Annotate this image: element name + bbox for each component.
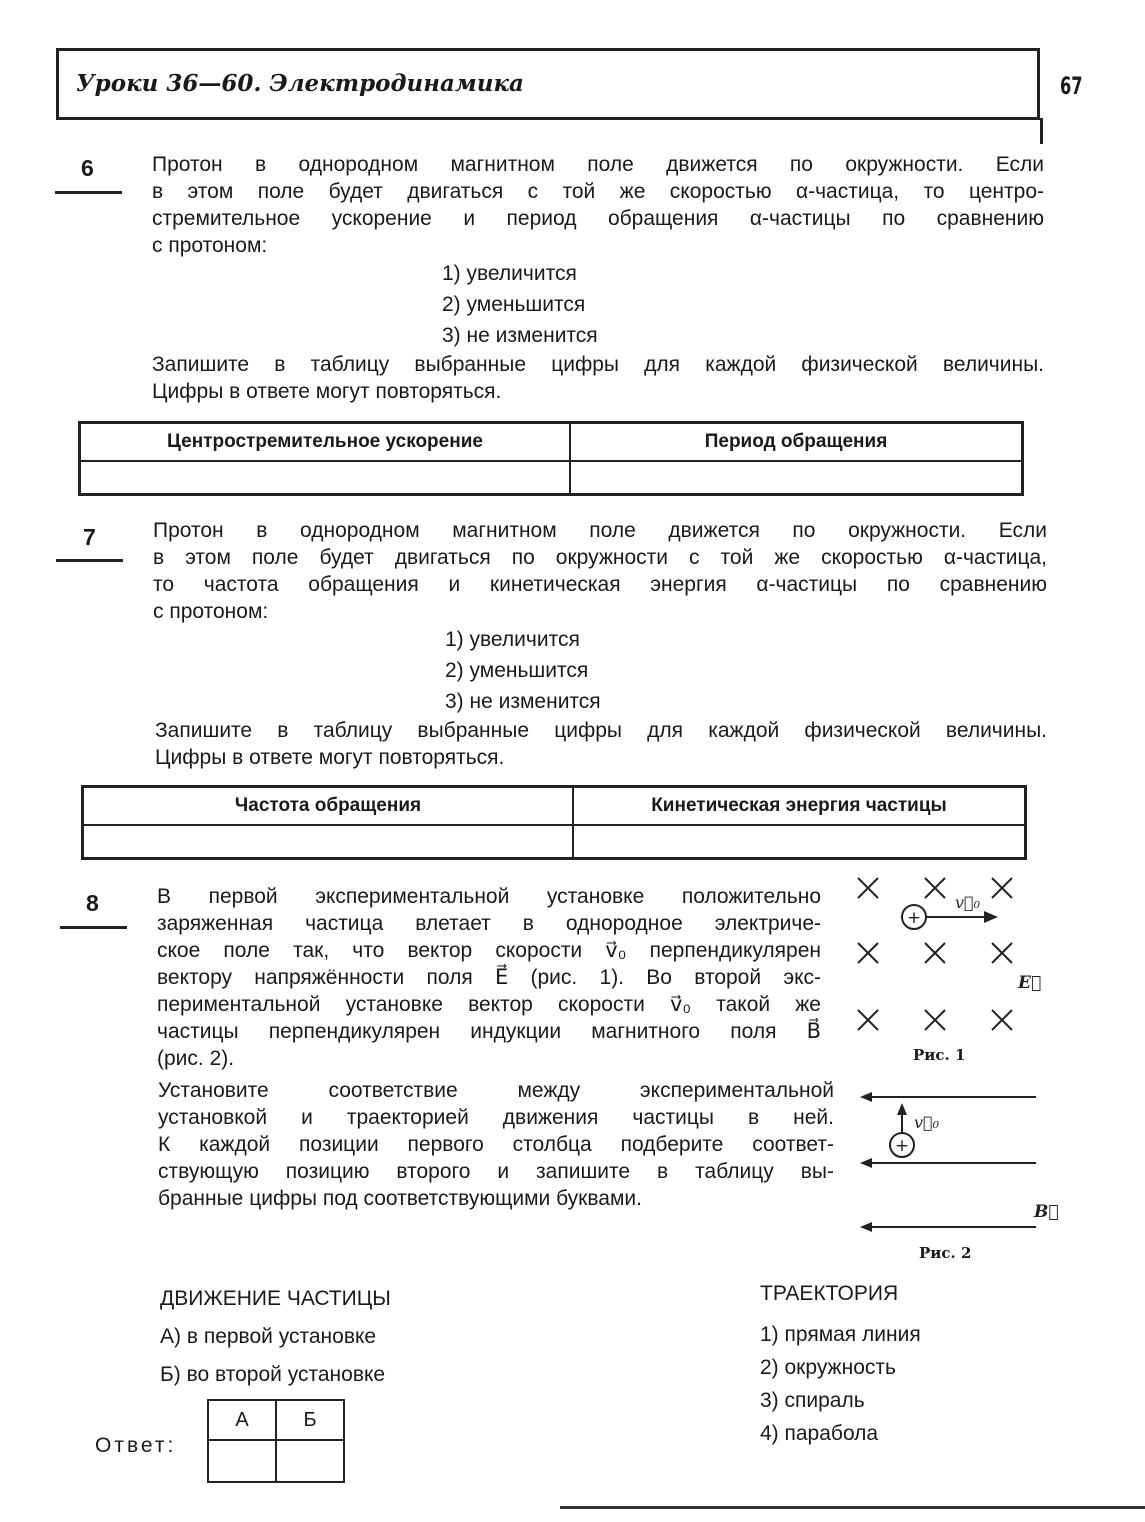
- left-column-title: ДВИЖЕНИЕ ЧАСТИЦЫ: [160, 1287, 391, 1310]
- figure-2: [848, 1085, 1059, 1245]
- question-8-line: К каждой позиции первого столбца подберите соответ-: [158, 1133, 834, 1156]
- question-7-answer-table: [81, 785, 1027, 860]
- field-arrowhead: [860, 1158, 872, 1168]
- instruction-line: Цифры в ответе могут повторяться.: [152, 380, 502, 403]
- answer-grid-header: А: [208, 1400, 276, 1440]
- velocity-label: v⃗₀: [955, 893, 981, 912]
- right-column-item: 1) прямая линия: [760, 1323, 921, 1346]
- question-6-text: [152, 151, 1044, 259]
- question-8-text: [157, 883, 821, 1072]
- right-column-title: ТРАЕКТОРИЯ: [760, 1282, 899, 1305]
- figure-1-caption: Рис. 1: [913, 1046, 966, 1064]
- question-8-line: Установите соответствие между экспериментальной: [158, 1079, 834, 1102]
- question-6-answer-line: [55, 191, 122, 194]
- field-cross-mark: [992, 878, 1012, 898]
- answer-cell[interactable]: [570, 461, 1023, 495]
- instruction-line: Цифры в ответе могут повторяться.: [155, 746, 505, 769]
- option-item: 3) не изменится: [442, 324, 598, 347]
- question-7-line: Протон в однородном магнитном поле движется по окружности. Если: [153, 519, 1047, 542]
- question-8-answer-line: [60, 926, 127, 929]
- answer-grid-cell[interactable]: [208, 1440, 276, 1482]
- instruction-line: Запишите в таблицу выбранные цифры для каждой физической величины.: [155, 719, 1047, 742]
- figure-1: [848, 870, 1048, 1070]
- question-7-options: [445, 624, 601, 717]
- question-6-line: стремительное ускорение и период обращения α-частицы по сравнению: [152, 207, 1044, 230]
- option-item: 2) уменьшится: [442, 293, 586, 316]
- velocity-arrowhead: [984, 911, 998, 923]
- answer-grid-header: Б: [276, 1400, 344, 1440]
- answer-cell[interactable]: [83, 825, 574, 859]
- charge-sign: +: [894, 1136, 910, 1156]
- question-7-line: с протоном:: [153, 600, 269, 623]
- field-cross-mark: [992, 1010, 1012, 1030]
- field-cross-mark: [925, 1010, 945, 1030]
- question-6-number: 6: [81, 155, 94, 181]
- question-8-answer-grid: [207, 1399, 345, 1483]
- field-cross-mark: [858, 878, 878, 898]
- question-8-line: установкой и траекторией движения частицы в ней.: [158, 1106, 834, 1129]
- field-label: B⃗: [1034, 1202, 1059, 1222]
- answer-grid-cell[interactable]: [276, 1440, 344, 1482]
- question-7-instruction: [155, 717, 1047, 771]
- page-header-title: Уроки 36—60. Электродинамика: [76, 70, 524, 97]
- right-column-item: 2) окружность: [760, 1356, 896, 1379]
- instruction-line: Запишите в таблицу выбранные цифры для каждой физической величины.: [152, 353, 1044, 376]
- question-6-line: Протон в однородном магнитном поле движется по окружности. Если: [152, 153, 1044, 176]
- answer-cell[interactable]: [80, 461, 571, 495]
- option-item: 1) увеличится: [445, 628, 580, 651]
- option-item: 1) увеличится: [442, 262, 577, 285]
- question-7-number: 7: [83, 524, 96, 550]
- charge-sign: +: [906, 908, 922, 928]
- field-arrowhead: [860, 1092, 872, 1102]
- header-divider: [1040, 118, 1043, 144]
- table-header: Кинетическая энергия частицы: [573, 787, 1026, 825]
- table-header: Частота обращения: [83, 787, 574, 825]
- question-8-line: заряженная частица влетает в однородное электриче-: [157, 912, 821, 935]
- question-8-line: ствующую позицию второго и запишите в таблицу вы-: [158, 1160, 834, 1183]
- velocity-label: v⃗₀: [914, 1113, 940, 1132]
- figure-2-caption: Рис. 2: [919, 1244, 972, 1262]
- question-7-line: то частота обращения и кинетическая энергия α-частицы по сравнению: [153, 573, 1047, 596]
- question-7-line: в этом поле будет двигаться по окружности с той же скоростью α-частица,: [153, 546, 1047, 569]
- question-6-options: [442, 258, 598, 351]
- page-edge-line: [560, 1506, 1145, 1509]
- question-8-line: вектору напряжённости поля E⃗ (рис. 1). Во второй экс-: [157, 966, 821, 989]
- answer-label: Ответ:: [95, 1434, 177, 1457]
- field-cross-mark: [858, 1010, 878, 1030]
- question-8-number: 8: [86, 890, 99, 916]
- velocity-arrowhead: [897, 1103, 907, 1115]
- left-column-item: Б) во второй установке: [160, 1363, 386, 1386]
- question-8-line: В первой экспериментальной установке положительно: [157, 885, 821, 908]
- question-7-answer-line: [56, 559, 123, 562]
- field-cross-mark: [925, 943, 945, 963]
- question-8-line: (рис. 2).: [157, 1047, 235, 1070]
- answer-cell[interactable]: [573, 825, 1026, 859]
- question-7-text: [153, 517, 1047, 625]
- right-column-item: 3) спираль: [760, 1389, 865, 1412]
- question-8-line: частицы перпендикулярен индукции магнитного поля B⃗: [157, 1020, 821, 1043]
- field-cross-mark: [925, 878, 945, 898]
- question-8-line: бранные цифры под соответствующими буквами.: [158, 1187, 642, 1210]
- question-6-line: в этом поле будет двигаться с той же скоростью α-частица, то центро-: [152, 180, 1044, 203]
- field-label: E⃗: [1018, 973, 1042, 993]
- field-arrowhead: [860, 1222, 872, 1232]
- page-number: 67: [1060, 72, 1083, 100]
- table-header: Центростремительное ускорение: [80, 423, 571, 461]
- option-item: 2) уменьшится: [445, 659, 589, 682]
- question-8-line: периментальной установке вектор скорости v⃗₀ такой же: [157, 993, 821, 1016]
- question-6-instruction: [152, 351, 1044, 405]
- field-cross-mark: [858, 943, 878, 963]
- field-cross-mark: [992, 943, 1012, 963]
- left-column-item: А) в первой установке: [160, 1325, 377, 1348]
- question-8-line: ское поле так, что вектор скорости v⃗₀ перпендикулярен: [157, 939, 821, 962]
- option-item: 3) не изменится: [445, 690, 601, 713]
- right-column-item: 4) парабола: [760, 1422, 879, 1445]
- question-8-instruction: [158, 1077, 834, 1212]
- question-6-line: с протоном:: [152, 234, 268, 257]
- question-6-answer-table: [78, 421, 1024, 496]
- table-header: Период обращения: [570, 423, 1023, 461]
- right-column-items: [760, 1318, 921, 1450]
